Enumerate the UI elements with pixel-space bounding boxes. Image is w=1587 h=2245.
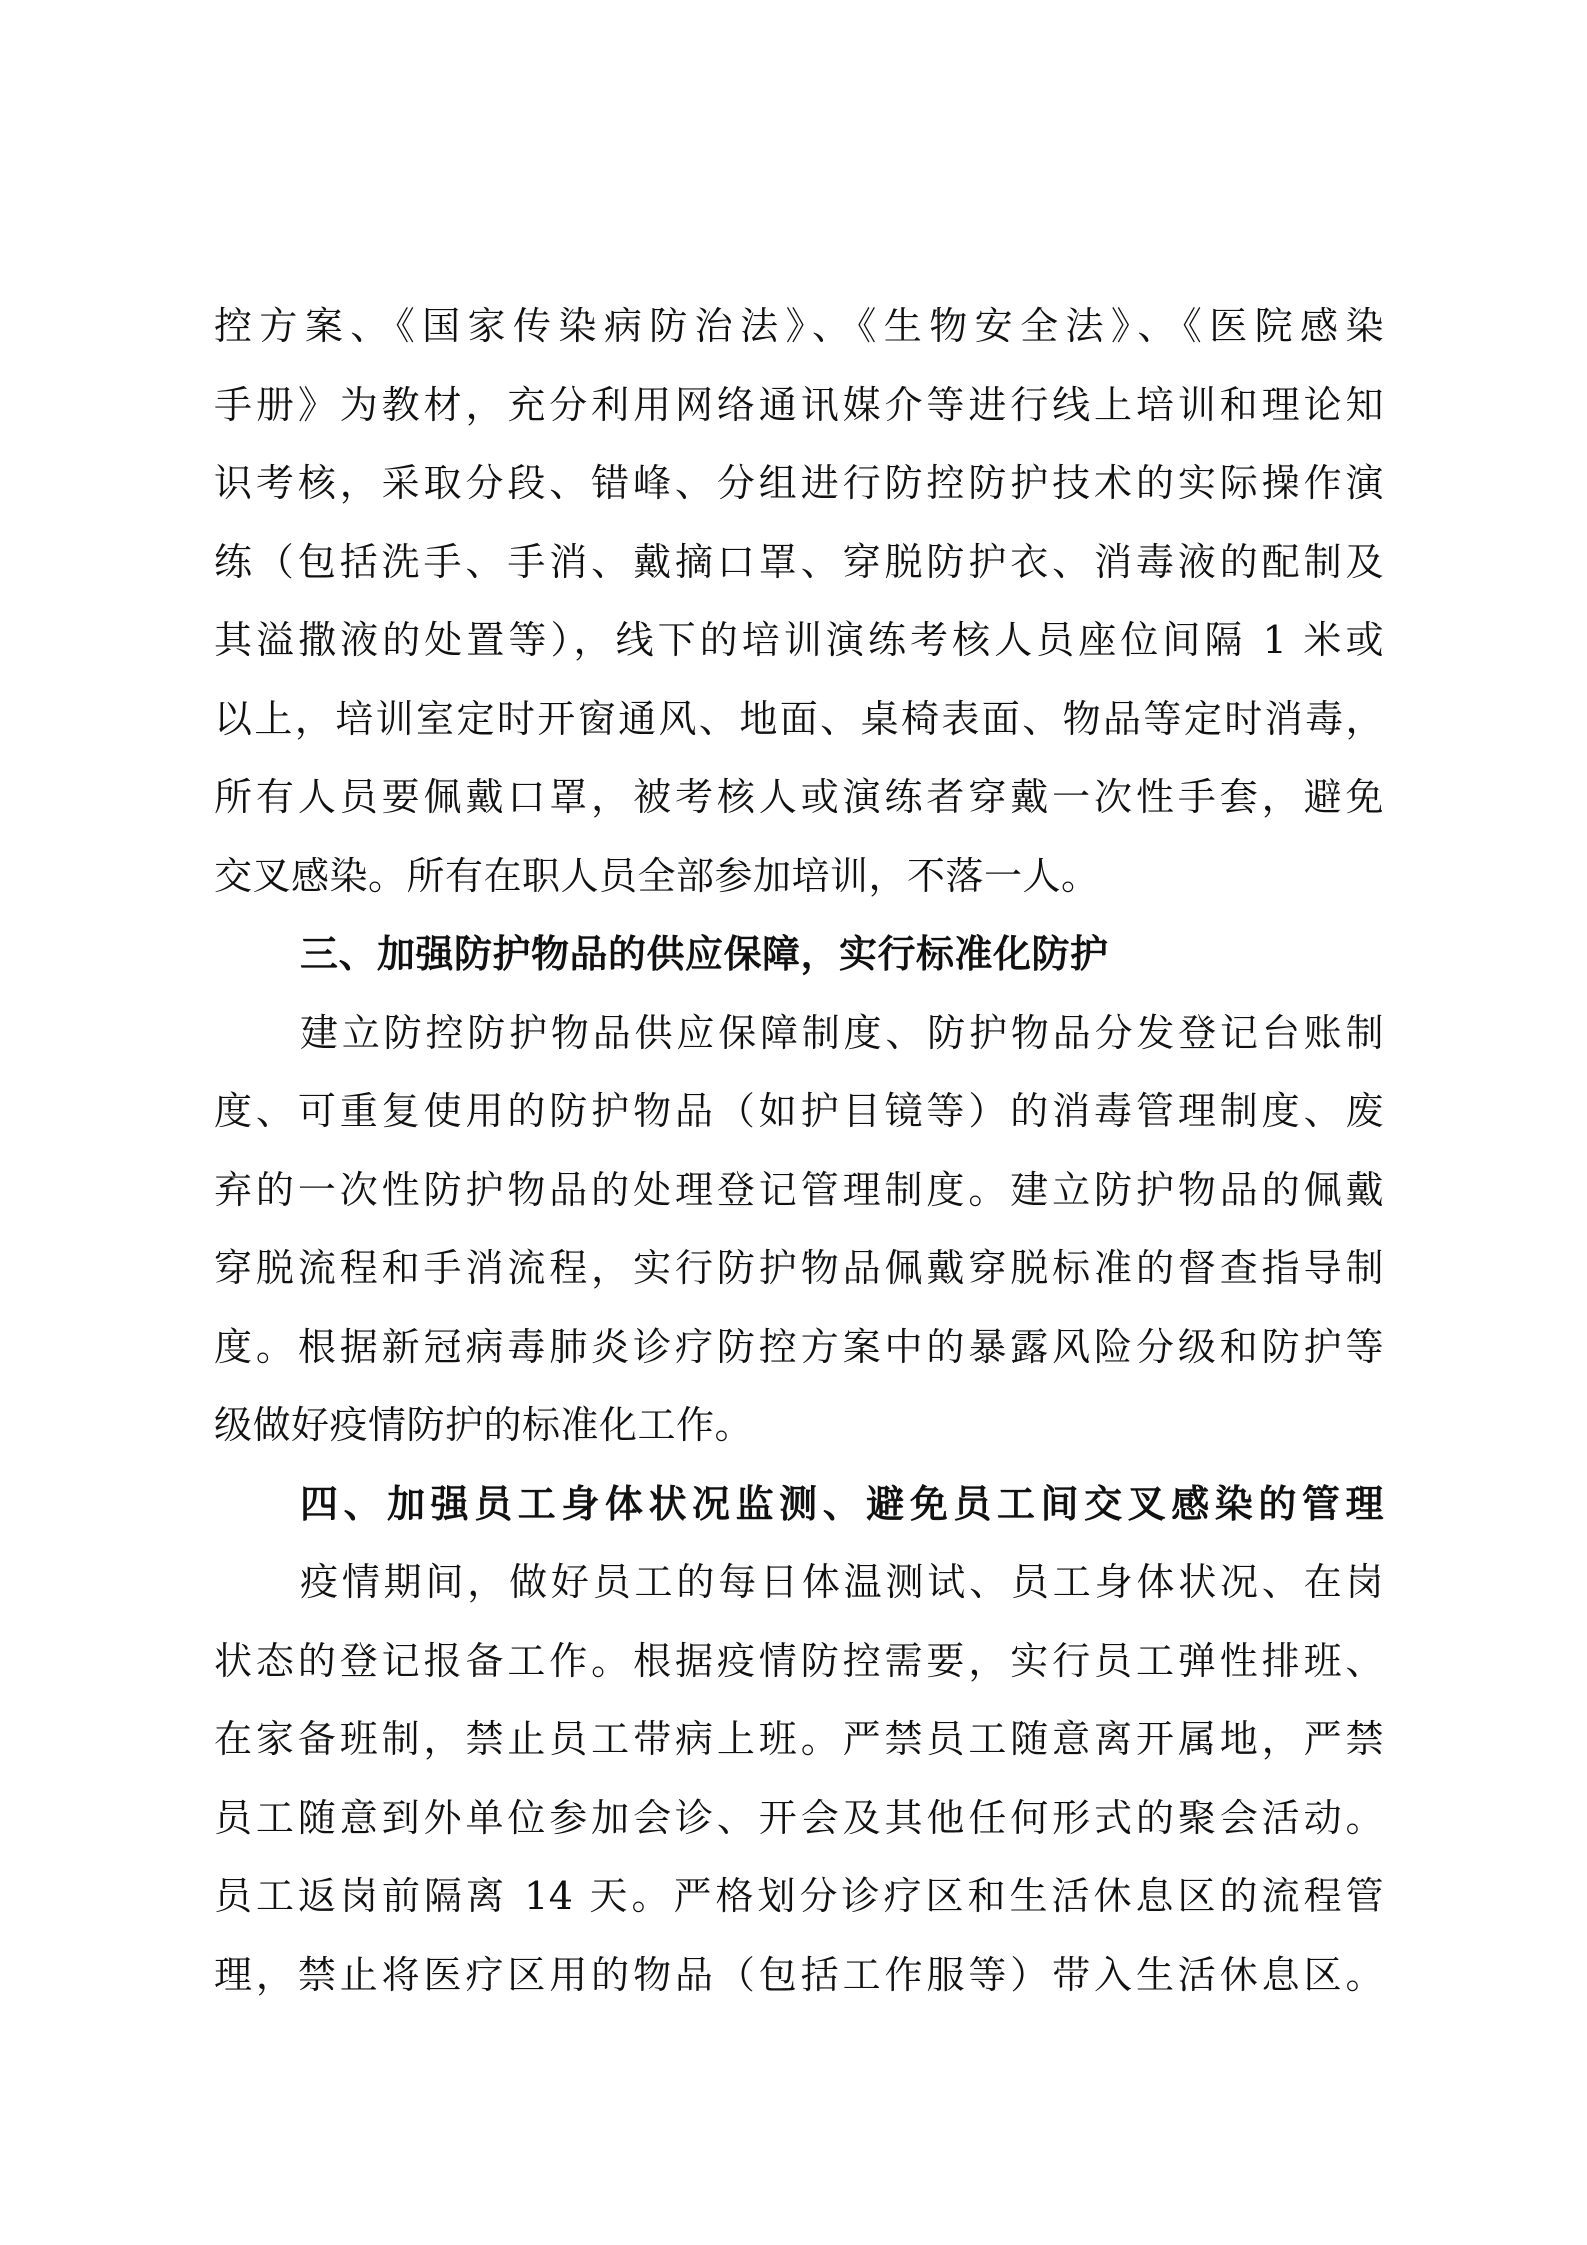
text-line: 以上，培训室定时开窗通风、地面、桌椅表面、物品等定时消毒， bbox=[214, 696, 1384, 741]
text-line: 其溢撒液的处置等），线下的培训演练考核人员座位间隔 1 米或 bbox=[214, 618, 1384, 662]
text-line: 识考核，采取分段、错峰、分组进行防控防护技术的实际操作演 bbox=[214, 461, 1384, 505]
text-line: 建立防控防护物品供应保障制度、防护物品分发登记台账制 bbox=[300, 1010, 1384, 1055]
text-line: 员工返岗前隔离 14 天。严格划分诊疗区和生活休息区的流程管 bbox=[214, 1874, 1384, 1918]
text-line: 级做好疫情防护的标准化工作。 bbox=[214, 1403, 754, 1447]
text-line: 穿脱流程和手消流程，实行防护物品佩戴穿脱标准的督查指导制 bbox=[214, 1246, 1384, 1290]
text-line: 理，禁止将医疗区用的物品（包括工作服等）带入生活休息区。 bbox=[214, 1952, 1384, 1997]
text-line: 手册》为教材，充分利用网络通讯媒介等进行线上培训和理论知 bbox=[214, 382, 1384, 427]
section-heading-3: 三、加强防护物品的供应保障，实行标准化防护 bbox=[300, 932, 1109, 976]
text-line: 在家备班制，禁止员工带病上班。严禁员工随意离开属地，严禁 bbox=[214, 1717, 1384, 1761]
section-heading-4: 四、加强员工身体状况监测、避免员工间交叉感染的管理 bbox=[300, 1481, 1384, 1526]
text-line: 疫情期间，做好员工的每日体温测试、员工身体状况、在岗 bbox=[300, 1560, 1384, 1604]
text-line: 员工随意到外单位参加会诊、开会及其他任何形式的聚会活动。 bbox=[214, 1795, 1384, 1840]
text-line: 练（包括洗手、手消、戴摘口罩、穿脱防护衣、消毒液的配制及 bbox=[214, 539, 1384, 584]
text-line: 弃的一次性防护物品的处理登记管理制度。建立防护物品的佩戴 bbox=[214, 1167, 1384, 1212]
text-line: 度、可重复使用的防护物品（如护目镜等）的消毒管理制度、废 bbox=[214, 1089, 1384, 1133]
text-line: 控方案、《国家传染病防治法》、《生物安全法》、《医院感染 bbox=[214, 304, 1384, 348]
paragraph-staff-monitoring bbox=[214, 1543, 1384, 2014]
text-line: 交叉感染。所有在职人员全部参加培训，不落一人。 bbox=[214, 853, 1100, 898]
paragraph-training bbox=[214, 287, 1384, 915]
text-line: 度。根据新冠病毒肺炎诊疗防控方案中的暴露风险分级和防护等 bbox=[214, 1324, 1384, 1369]
text-line: 所有人员要佩戴口罩，被考核人或演练者穿戴一次性手套，避免 bbox=[214, 775, 1384, 819]
text-line: 状态的登记报备工作。根据疫情防控需要，实行员工弹性排班、 bbox=[214, 1638, 1384, 1683]
paragraph-protective-supplies bbox=[214, 994, 1384, 1465]
document-body bbox=[214, 287, 1384, 2014]
